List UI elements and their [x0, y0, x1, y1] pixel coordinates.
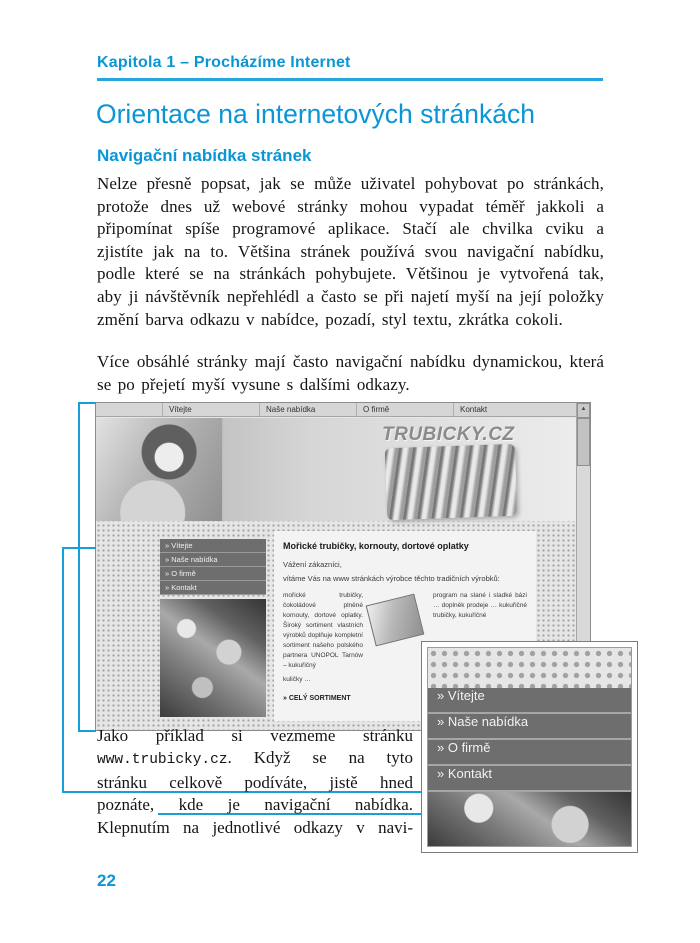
inset-products-photo	[428, 792, 631, 846]
site-menu-item-vitejte: » Vítejte	[160, 539, 266, 553]
text-line-3: stránku celkově podíváte, jistě hned	[97, 772, 413, 792]
site-content-col-left: mořické trubičky, čokoládové plněné kornouty, dortové oplatky. Široký sortiment vlastních výrobků doplňuje kompletní sortiment našeho polského partnera UNOPOL Tarnów – kukuřičný	[283, 592, 363, 670]
callout-bracket-outer-vertical	[78, 402, 80, 732]
page-number: 22	[97, 871, 116, 890]
site-banner	[96, 418, 576, 521]
page-title: Orientace na internetových stránkách	[96, 99, 535, 129]
callout-bracket-inner-top	[62, 547, 96, 549]
site-menu-item-o-firme: » O firmě	[160, 567, 266, 581]
wafer-pack-photo	[370, 591, 426, 672]
site-nav-item-o-firme: O firmě	[356, 403, 453, 416]
site-content-intro: vítáme Vás na www stránkách výrobce těchto tradičních výrobků:	[283, 574, 500, 583]
text-line-1: Jako příklad si vezmeme stránku	[97, 726, 413, 745]
callout-bracket-outer-top	[78, 402, 96, 404]
text-line-2	[97, 747, 413, 771]
products-photo	[160, 599, 266, 717]
body-paragraph-1: Nelze přesně popsat, jak se může uživatel pohybovat po stránkách, protože dnes už webové stránky mohou vypadat téměř jakkoli a připomínat spíše programové aplikace. Stačí ale chvilka cviku a zjistíte jak na to. Většina stránek používá svou navigační nabídku, podle které se na stránkách pohybujete. Většinou je vytvořená tak, aby ji návštěvník nepřehlédl a často se při najetí myší na její položky změní barva odkazu v nabídce, pozadí, styl textu, zkrátka cokoli.	[97, 174, 604, 329]
site-content-heading: Mořické trubičky, kornouty, dortové oplatky	[283, 541, 469, 551]
inset-menu-item-vitejte: » Vítejte	[428, 688, 631, 714]
site-sidebar-menu	[160, 539, 266, 595]
text-line-4: poznáte, kde je navigační nabídka.	[97, 795, 413, 815]
callout-bracket-outer-bottom	[78, 730, 96, 732]
inset-menu-item-kontakt: » Kontakt	[428, 766, 631, 792]
site-top-nav	[96, 403, 576, 417]
site-footer-link: » CELÝ SORTIMENT	[283, 694, 351, 702]
girl-photo	[96, 418, 223, 521]
chapter-header: Kapitola 1 – Procházíme Internet	[97, 54, 351, 71]
inset-menu-item-o-firme: » O firmě	[428, 740, 631, 766]
site-content-salutation: Vážení zákazníci,	[283, 560, 342, 569]
site-logo: TRUBICKY.CZ	[382, 424, 515, 445]
body-paragraph-2: Více obsáhlé stránky mají často navigační nabídku dynamickou, která se po přejetí myší vysune s dalšími odkazy.	[97, 352, 604, 394]
bottom-paragraph	[97, 725, 413, 839]
site-nav-item-kontakt: Kontakt	[453, 403, 550, 416]
scroll-up-icon: ▲	[577, 403, 590, 418]
inset-menu-item-nase-nabidka: » Naše nabídka	[428, 714, 631, 740]
url-text: www.trubicky.cz	[97, 752, 228, 769]
chapter-rule	[97, 78, 603, 81]
site-nav-item-vitejte: Vítejte	[162, 403, 259, 416]
section-heading: Navigační nabídka stránek	[97, 146, 312, 165]
zoom-inset	[421, 641, 638, 853]
zoom-inset-content	[427, 647, 632, 847]
callout-bracket-inner-vertical	[62, 547, 64, 791]
site-menu-item-kontakt: » Kontakt	[160, 581, 266, 595]
scrollbar-thumb	[577, 418, 590, 466]
site-content-col-right: program na slané i sladké bázi … doplněk prodeje … kukuřičné trubičky, kukuřičné	[433, 592, 527, 620]
site-nav-item-nase-nabidka: Naše nabídka	[259, 403, 356, 416]
site-content-more: kuličky …	[283, 675, 311, 683]
text-line-5: Klepnutím na jednotlivé odkazy v navi-	[97, 817, 413, 837]
inset-texture	[428, 648, 631, 688]
text-line-2-rest: . Když se na tyto	[227, 748, 413, 768]
site-menu-item-nase-nabidka: » Naše nabídka	[160, 553, 266, 567]
wafer-tubes-photo	[385, 444, 517, 520]
